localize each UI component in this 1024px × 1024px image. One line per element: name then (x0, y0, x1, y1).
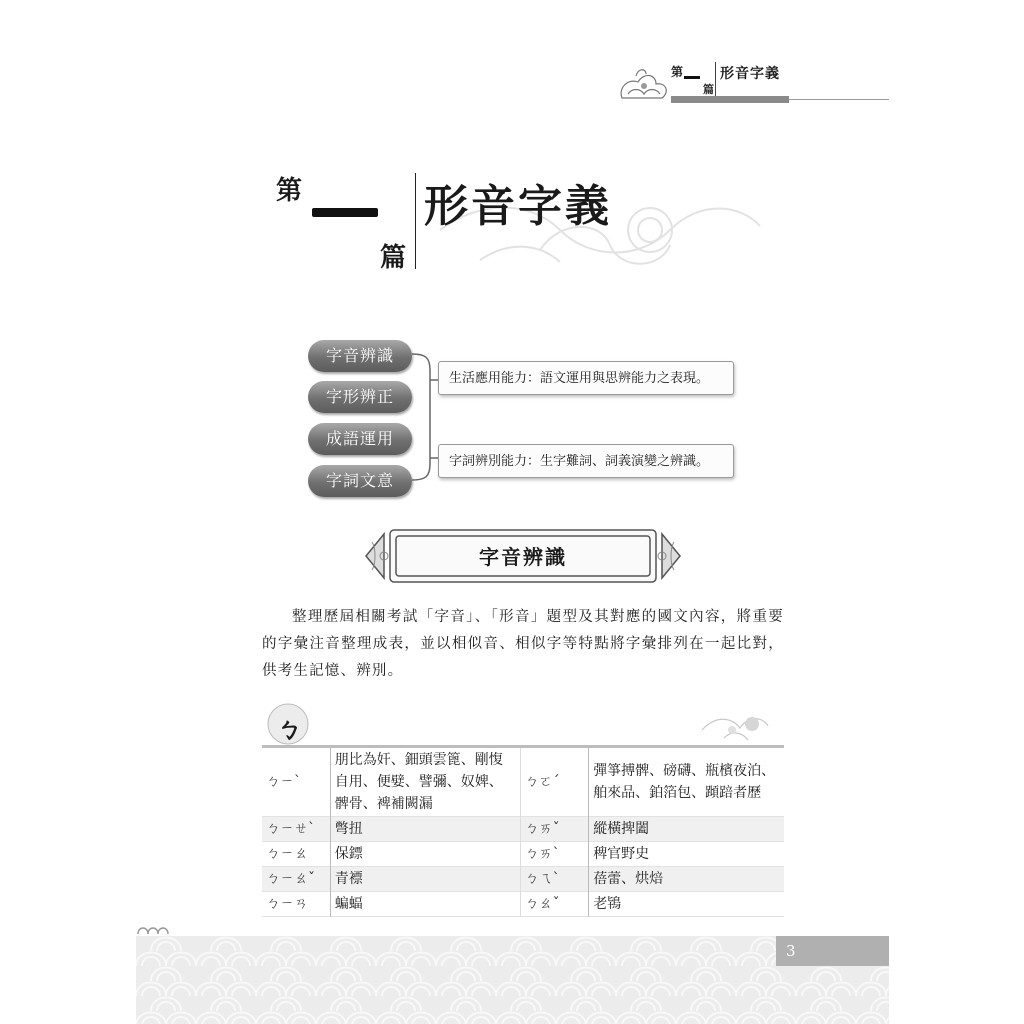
zhuyin-cell: ㄅㄧㄢ (266, 896, 308, 912)
table-initial-glyph: ㄅ (276, 715, 303, 745)
intro-paragraph: 整理歷屆相關考試「字音」、「形音」題型及其對應的國文內容，將重要的字彙注音整理成表，並以相似音、相似字等特點將字彙排列在一起比對，供考生記憶、辨別。 (262, 609, 784, 679)
words-cell: 朋比為奸、鈿頭雲篦、剛愎自用、便嬖、譬彌、奴婢、髀骨、裨補闕漏 (330, 748, 520, 817)
chapter-pian: 篇 (380, 243, 407, 273)
page-number: 3 (786, 942, 796, 960)
chapter-divider (415, 173, 416, 269)
zhuyin-cell: ㄅㄞˇ (520, 817, 589, 842)
words-cell: 老鴇 (589, 892, 784, 917)
footer-wave-ornament (136, 922, 176, 936)
zhuyin-table (262, 748, 784, 917)
header-part-pian: 篇 (703, 83, 714, 96)
words-cell: 保鏢 (330, 842, 520, 867)
words-cell: 青褾 (330, 867, 520, 892)
topic-pill-idiom: 成語運用 (308, 423, 412, 455)
topic-pill-glyph: 字形辨正 (308, 381, 412, 413)
words-cell: 蓓蕾、烘焙 (589, 867, 784, 892)
table-header-ornament (262, 700, 784, 748)
header-title: 形音字義 (720, 66, 780, 82)
table-row (262, 867, 784, 892)
words-cell: 彈箏搏髀、磅礴、瓶檳夜泊、舶來品、鉑箔包、蹞踣者歷 (589, 748, 784, 817)
table-row (262, 748, 784, 817)
header-part-yi (684, 76, 700, 79)
topic-pill-meaning: 字詞文意 (308, 465, 412, 497)
header-part-di: 第 (671, 65, 684, 79)
header-rule (789, 99, 889, 100)
chapter-yi-stroke (312, 208, 378, 217)
words-cell: 縱橫捭闔 (589, 817, 784, 842)
zhuyin-cell: ㄅㄞˋ (520, 842, 589, 867)
table-row (262, 817, 784, 842)
zhuyin-cell: ㄅㄧˋ (266, 774, 301, 790)
words-cell: 稗官野史 (589, 842, 784, 867)
zhuyin-cell: ㄅㄧㄠ (266, 846, 308, 862)
header-ornament (616, 62, 672, 108)
table-row (262, 892, 784, 917)
zhuyin-cell: ㄅㄧㄝˋ (262, 817, 330, 842)
header-bar (671, 96, 789, 103)
zhuyin-cell: ㄅㄛˊ (520, 748, 589, 817)
zhuyin-cell: ㄅㄠˇ (520, 892, 589, 917)
words-cell: 蝙蝠 (330, 892, 520, 917)
zhuyin-cell: ㄅㄧㄠˇ (262, 867, 330, 892)
ability-box-vocab: 字詞辨別能力：生字難詞、詞義演變之辨識。 (438, 444, 734, 478)
zhuyin-cell: ㄅㄟˋ (520, 867, 589, 892)
header-divider (715, 62, 716, 96)
chapter-title: 形音字義 (424, 181, 612, 232)
topic-pill-pronunciation: 字音辨識 (308, 340, 412, 372)
section-banner-title: 字音辨識 (479, 545, 567, 569)
ability-box-life: 生活應用能力：語文運用與思辨能力之表現。 (438, 361, 734, 395)
chapter-di: 第 (276, 176, 303, 206)
table-row (262, 842, 784, 867)
words-cell: 彆扭 (330, 817, 520, 842)
